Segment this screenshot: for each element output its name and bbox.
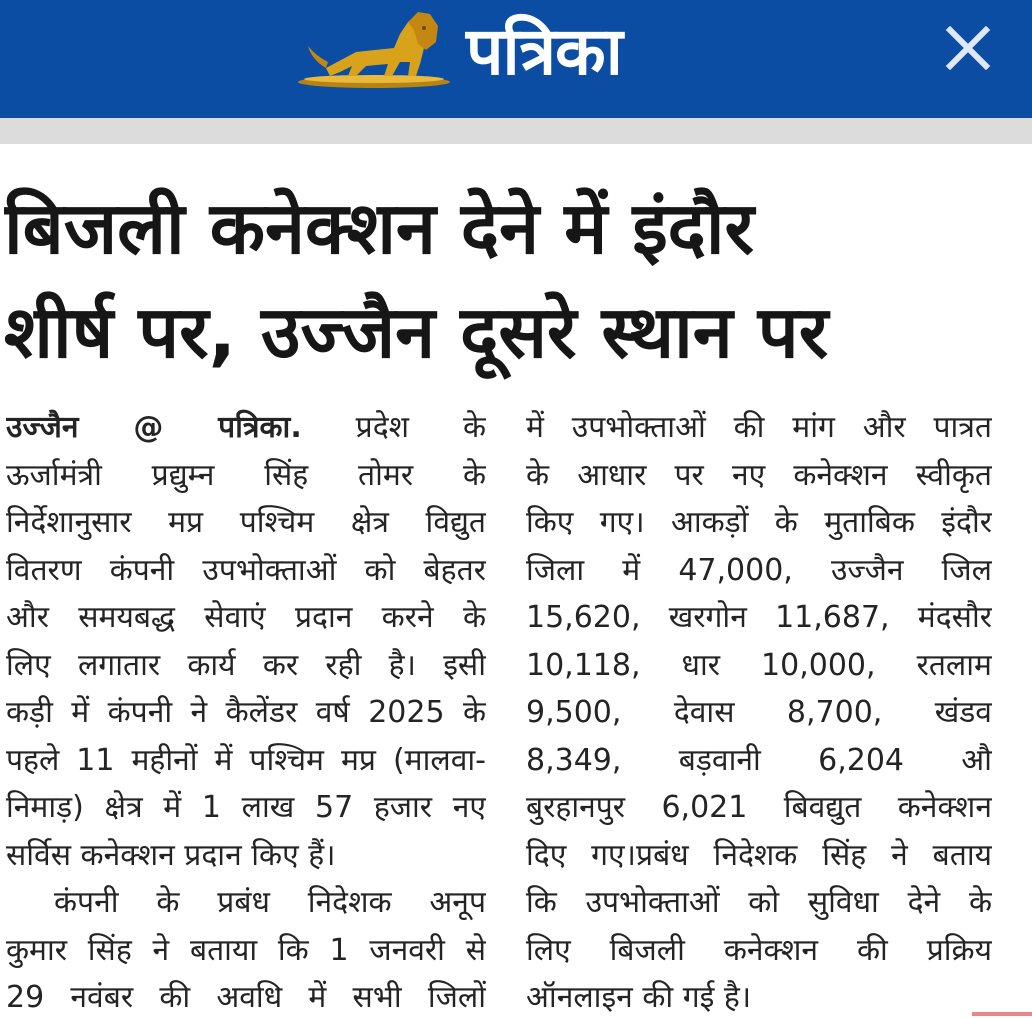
body-line: कि उपभोक्ताओं को सुविधा देने के — [526, 885, 992, 920]
close-icon[interactable] — [938, 18, 998, 78]
brand-logo-text: पत्रिका — [466, 13, 622, 90]
headline-line-2: शीर्ष पर, उज्जैन दूसरे स्थान पर — [4, 290, 829, 374]
golden-lion-logo-icon — [296, 4, 452, 90]
body-line: और समयबद्ध सेवाएं प्रदान करने के — [6, 600, 486, 635]
body-line: 15,620, खरगोन 11,687, मंदसौर — [526, 600, 992, 635]
body-line: लिए लगातार कार्य कर रही है। इसी — [6, 647, 486, 683]
article-headline — [4, 176, 1028, 384]
scroll-indicator — [972, 1012, 1032, 1016]
body-line: 8,349, बड़वानी 6,204 औ — [526, 742, 992, 778]
body-line: किए गए। आकड़ों के मुताबिक इंदौर — [526, 505, 992, 540]
header-divider-strip — [0, 118, 1032, 144]
body-line: 29 नवंबर की अवधि में सभी जिलों — [6, 980, 486, 1015]
body-line: ऊर्जामंत्री प्रद्युम्न सिंह तोमर के — [6, 457, 486, 493]
top-bar — [0, 0, 1032, 118]
body-line: उज्जैन @ पत्रिका. प्रदेश के — [6, 410, 486, 445]
body-line: निर्देशानुसार मप्र पश्चिम क्षेत्र विद्युत — [6, 505, 486, 540]
article-left-column — [6, 404, 486, 1018]
body-line: कुमार सिंह ने बताया कि 1 जनवरी से — [6, 932, 486, 968]
body-line: कंपनी के प्रबंध निदेशक अनूप — [54, 885, 486, 920]
body-line: में उपभोक्ताओं की मांग और पात्रत — [526, 410, 992, 445]
dateline: उज्जैन @ पत्रिका. — [6, 410, 302, 445]
body-line: दिए गए।प्रबंध निदेशक सिंह ने बताय — [526, 837, 992, 873]
body-line: के आधार पर नए कनेक्शन स्वीकृत — [526, 457, 992, 493]
body-line: जिला में 47,000, उज्जैन जिल — [526, 552, 992, 588]
body-line: वितरण कंपनी उपभोक्ताओं को बेहतर — [6, 552, 486, 588]
body-line: निमाड़) क्षेत्र में 1 लाख 57 हजार नए — [6, 790, 486, 825]
body-line: 9,500, देवास 8,700, खंडव — [526, 695, 992, 730]
body-line: सर्विस कनेक्शन प्रदान किए हैं। — [6, 837, 336, 873]
headline-line-1: बिजली कनेक्शन देने में इंदौर — [4, 186, 754, 270]
body-line: 10,118, धार 10,000, रतलाम — [526, 647, 992, 683]
article-right-column — [526, 404, 992, 1018]
body-line: कड़ी में कंपनी ने कैलेंडर वर्ष 2025 के — [6, 695, 486, 730]
body-line: पहले 11 महीनों में पश्चिम मप्र (मालवा- — [6, 742, 486, 778]
body-line: बुरहानपुर 6,021 बिवद्युत कनेक्शन — [526, 790, 992, 825]
body-line: ऑनलाइन की गई है। — [526, 980, 752, 1015]
body-line: लिए बिजली कनेक्शन की प्रक्रिय — [526, 932, 992, 968]
